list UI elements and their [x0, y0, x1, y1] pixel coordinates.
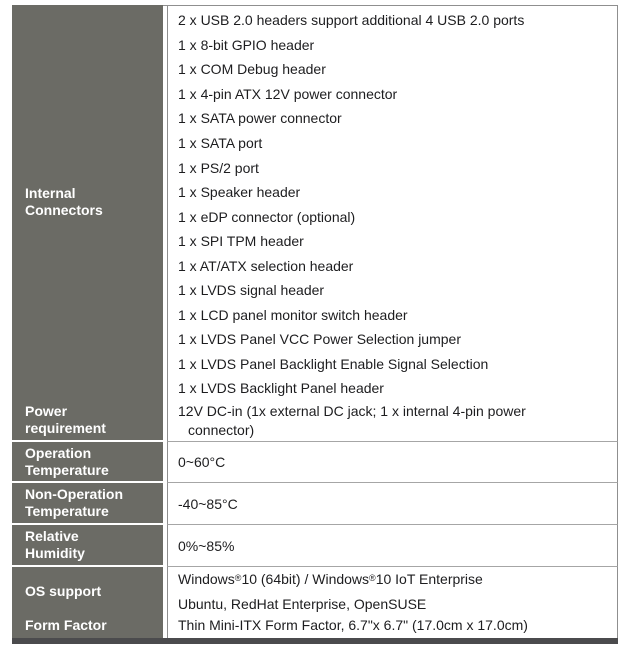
spec-value-line: connector): [188, 421, 255, 438]
spec-row-label: Power requirement: [12, 400, 163, 442]
spec-value-line: 1 x Speaker header: [178, 184, 301, 201]
spec-value-line: 2 x USB 2.0 headers support additional 4 USB 2.0 ports: [178, 12, 525, 29]
spec-row: [12, 483, 618, 525]
spec-value-line: 1 x SPI TPM header: [178, 233, 304, 250]
spec-row: [12, 400, 618, 442]
spec-value-line: 1 x LVDS Panel Backlight Enable Signal Selection: [178, 355, 489, 372]
spec-value-line: Ubuntu, RedHat Enterprise, OpenSUSE: [178, 595, 427, 612]
spec-value-line: Windows ® 10 (64bit) / Windows ® 10 IoT Enterprise: [178, 571, 483, 588]
spec-row-value: [167, 442, 618, 483]
spec-value-line: Thin Mini-ITX Form Factor, 6.7"x 6.7" (17.0cm x 17.0cm): [178, 617, 528, 633]
spec-row-value: [167, 567, 618, 617]
spec-row-label: Relative Humidity: [12, 525, 163, 567]
spec-value-line: 1 x LVDS signal header: [178, 282, 325, 299]
spec-row: [12, 612, 618, 638]
spec-value-line: 1 x 4-pin ATX 12V power connector: [178, 85, 398, 102]
spec-value-line: -40~85°C: [178, 495, 238, 512]
specifications-table: [12, 5, 618, 638]
spec-value-line: 1 x SATA port: [178, 135, 263, 151]
spec-row-value: [167, 400, 618, 442]
spec-value-line: 1 x eDP connector (optional): [178, 208, 356, 225]
spec-row-value: [167, 5, 618, 402]
spec-row: [12, 5, 618, 400]
spec-value-line: 0%~85%: [178, 537, 235, 554]
spec-value-line: 1 x LVDS Panel VCC Power Selection jumper: [178, 331, 461, 348]
spec-row: [12, 525, 618, 567]
spec-row-label: Operation Temperature: [12, 442, 163, 483]
spec-value-line: 1 x SATA power connector: [178, 110, 342, 127]
spec-row-value: [167, 483, 618, 525]
spec-value-line: 1 x PS/2 port: [178, 159, 259, 176]
spec-row-label: Internal Connectors: [12, 5, 163, 402]
spec-row-label: OS support: [12, 567, 163, 617]
spec-row-label: Form Factor: [12, 612, 163, 638]
spec-value-line: 0~60°C: [178, 454, 226, 470]
spec-value-line: 1 x AT/ATX selection header: [178, 257, 354, 274]
spec-value-line: 12V DC-in (1x external DC jack; 1 x internal 4-pin power: [178, 402, 526, 419]
spec-value-line: 1 x LCD panel monitor switch header: [178, 306, 408, 323]
table-bottom-bar: [12, 638, 618, 644]
spec-value-line: 1 x 8-bit GPIO header: [178, 36, 315, 53]
spec-row-value: [167, 612, 618, 638]
spec-row: [12, 567, 618, 612]
spec-value-line: 1 x LVDS Backlight Panel header: [178, 380, 384, 397]
spec-row-label: Non-Operation Temperature: [12, 483, 163, 525]
spec-row: [12, 442, 618, 483]
spec-row-value: [167, 525, 618, 567]
spec-value-line: 1 x COM Debug header: [178, 61, 326, 78]
